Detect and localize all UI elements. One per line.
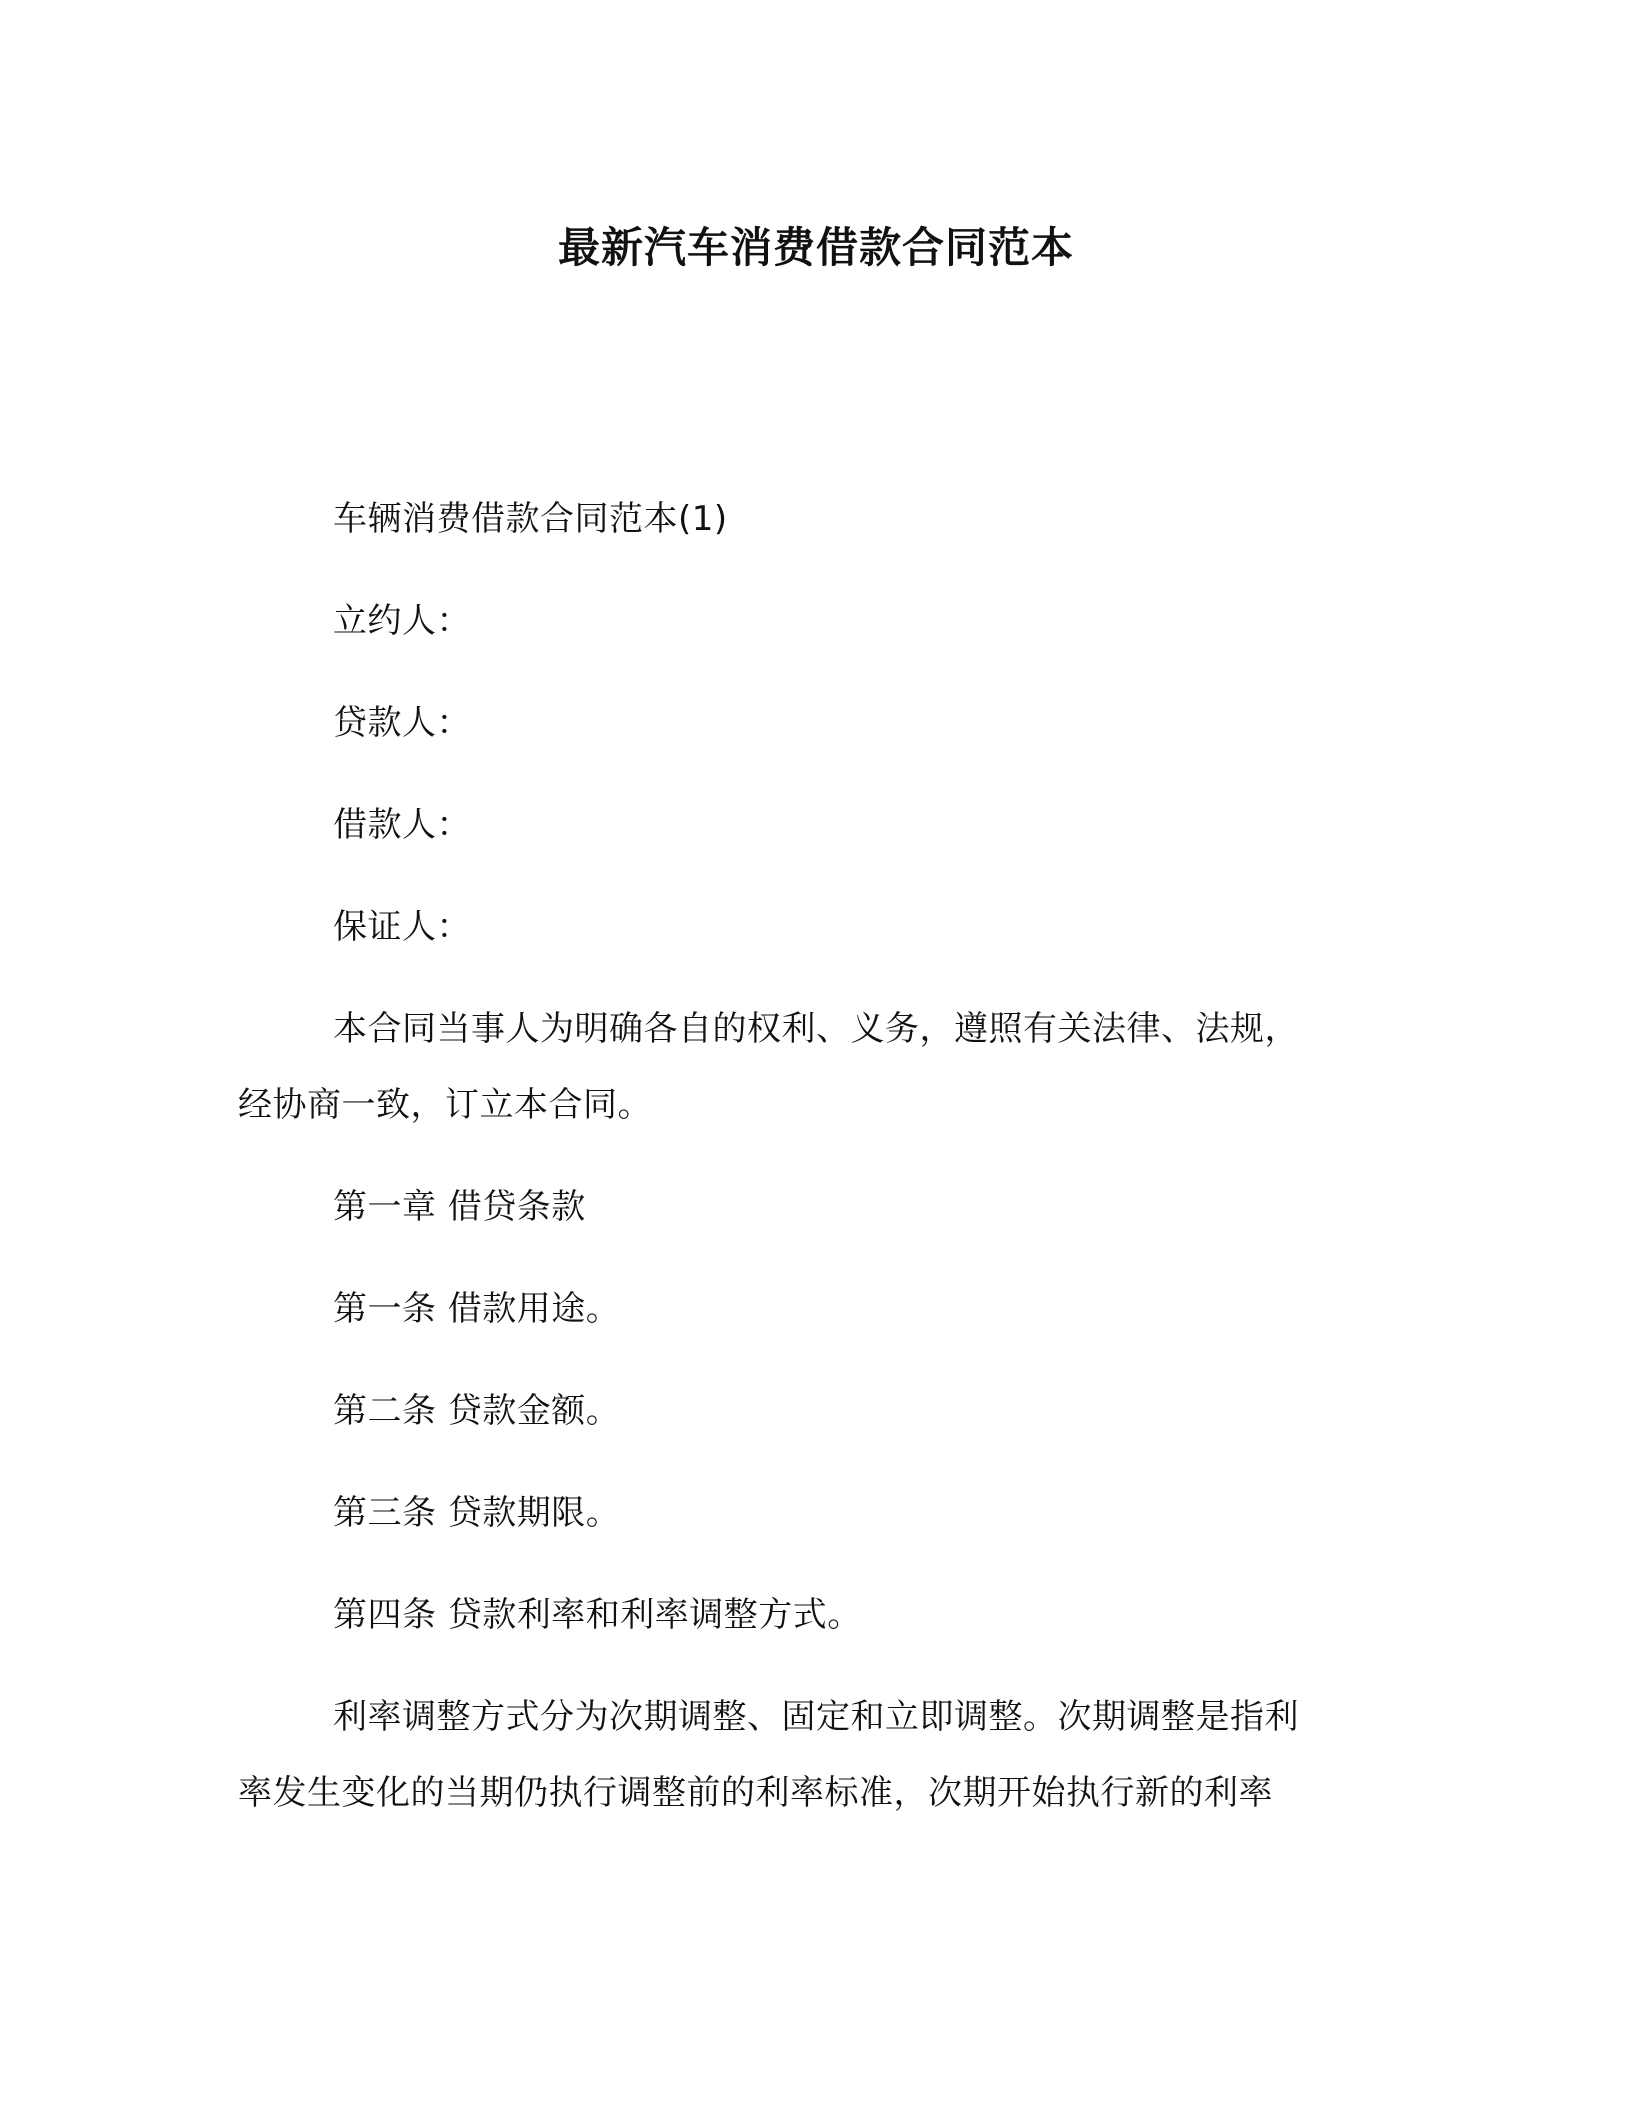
party-line-guarantor: 保证人：: [333, 907, 471, 947]
article-3: 第三条 贷款期限。: [333, 1493, 621, 1533]
preamble-line-2: 经协商一致，订立本合同。: [238, 1085, 652, 1125]
party-line-borrower: 借款人：: [333, 805, 471, 845]
interest-paragraph-line-2: 率发生变化的当期仍执行调整前的利率标准，次期开始执行新的利率: [238, 1773, 1273, 1813]
article-2: 第二条 贷款金额。: [333, 1391, 621, 1431]
preamble-line-1: 本合同当事人为明确各自的权利、义务，遵照有关法律、法规，: [333, 1009, 1299, 1049]
chapter-heading: 第一章 借贷条款: [333, 1187, 586, 1227]
party-line-contractor: 立约人：: [333, 601, 471, 641]
party-line-lender: 贷款人：: [333, 703, 471, 743]
document-title: 最新汽车消费借款合同范本: [557, 223, 1074, 272]
article-1: 第一条 借款用途。: [333, 1289, 621, 1329]
interest-paragraph-line-1: 利率调整方式分为次期调整、固定和立即调整。次期调整是指利: [333, 1697, 1299, 1737]
contract-subtitle: 车辆消费借款合同范本(1): [333, 499, 728, 539]
article-4: 第四条 贷款利率和利率调整方式。: [333, 1595, 862, 1635]
